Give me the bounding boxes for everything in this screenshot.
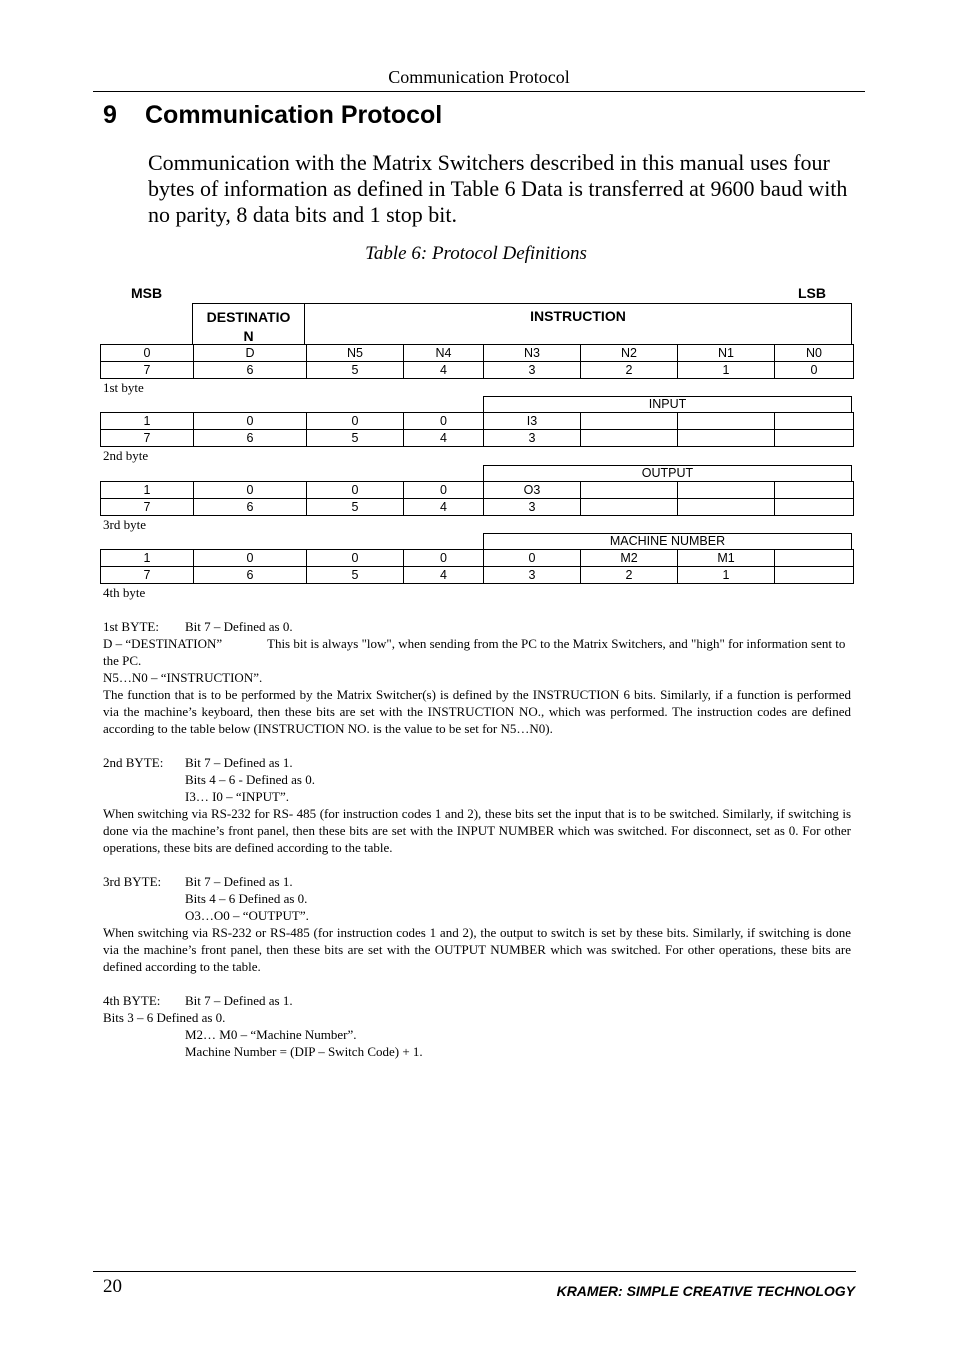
table-cell: [678, 413, 775, 430]
machine-number-term: M2… M0 – “Machine Number”.: [185, 1027, 357, 1042]
output-term: O3…O0 – “OUTPUT”.: [185, 908, 309, 923]
byte-4-definition: [103, 992, 851, 1009]
byte-4-heading: 4th BYTE:: [103, 993, 161, 1008]
table-cell: 7: [101, 362, 194, 379]
output-text: When switching via RS-232 or RS-485 (for instruction codes 1 and 2), the output to switch is set by these bits. Similarly, if switching is done via the machine’s front panel, then these bits are set with the OUTPUT NUMBER which was switched. For other operations, these bits are defined according to the table.: [103, 925, 851, 974]
byte-1-definition: [103, 618, 851, 635]
table-cell: 4: [404, 430, 484, 447]
byte-2-bit7: Bit 7 – Defined as 1.: [185, 755, 293, 770]
table-cell: [775, 550, 854, 567]
table-cell: 1: [678, 567, 775, 584]
table-row: [101, 482, 854, 499]
table-row: [101, 413, 854, 430]
footer-rule: [93, 1271, 856, 1272]
destination-text: This bit is always "low", when sending from the PC to the Matrix Switchers, and "high" for information sent to the PC.: [103, 636, 846, 668]
machine-number-group-label: MACHINE NUMBER: [483, 533, 852, 549]
table-cell: 1: [678, 362, 775, 379]
table-cell: 6: [194, 362, 307, 379]
table-cell: 5: [307, 499, 404, 516]
byte-1-table: [100, 344, 854, 379]
table-cell: N0: [775, 345, 854, 362]
table-cell: 1: [101, 413, 194, 430]
lsb-label: LSB: [798, 285, 826, 301]
table-cell: 0: [194, 550, 307, 567]
table-cell: M1: [678, 550, 775, 567]
table-cell: 4: [404, 362, 484, 379]
byte-notes: [103, 618, 851, 1060]
table-cell: 3: [484, 430, 581, 447]
byte-3-definition: [103, 873, 851, 890]
chapter-heading: [103, 101, 442, 130]
input-group-label: INPUT: [483, 396, 852, 412]
table-cell: 0: [101, 345, 194, 362]
table-cell: [678, 482, 775, 499]
table-cell: 5: [307, 362, 404, 379]
table-cell: 7: [101, 567, 194, 584]
byte-3-bits: Bits 4 – 6 Defined as 0.: [185, 891, 308, 906]
table-cell: [678, 430, 775, 447]
table-row: [101, 362, 854, 379]
table-cell: 0: [307, 413, 404, 430]
table-cell: 7: [101, 499, 194, 516]
output-group-label: OUTPUT: [483, 465, 852, 481]
table-cell: 5: [307, 430, 404, 447]
table-cell: 1: [101, 482, 194, 499]
input-text: When switching via RS-232 for RS- 485 (for instruction codes 1 and 2), these bits set the input that is to be switched. Similarly, if switching is done via the machine’s front panel, then these bits are set with the INPUT NUMBER which was switched. For disconnect, set as 0. For other operations, these bits are defined according to the table.: [103, 806, 851, 855]
byte-4-bit7: Bit 7 – Defined as 1.: [185, 993, 293, 1008]
destination-term: D – “DESTINATION”: [103, 636, 223, 651]
table-cell: [775, 567, 854, 584]
byte-2-label: 2nd byte: [103, 448, 149, 463]
table-cell: [775, 499, 854, 516]
table-cell: 0: [775, 362, 854, 379]
byte-3-label: 3rd byte: [103, 517, 146, 532]
table-cell: [775, 430, 854, 447]
table-cell: 0: [307, 550, 404, 567]
byte-1-bit7: Bit 7 – Defined as 0.: [185, 619, 293, 634]
byte-2-bits: Bits 4 – 6 - Defined as 0.: [185, 772, 315, 787]
instruction-text: The function that is to be performed by the Matrix Switcher(s) is defined by the INSTRUCTION 6 bits. Similarly, if a function is performed via the machine’s keyboard, then these bits are set with the INSTRUCTION NO., which was performed. The instruction codes are defined according to the table below (INSTRUCTION NO. is the value to be set for N5…N0).: [103, 687, 851, 736]
table-row: [101, 550, 854, 567]
table-caption: Table 6: Protocol Definitions: [365, 243, 587, 264]
instruction-header: INSTRUCTION: [305, 303, 852, 344]
byte-2-table: [100, 412, 854, 447]
chapter-title: Communication Protocol: [145, 101, 443, 129]
byte-3-heading: 3rd BYTE:: [103, 874, 162, 889]
table-cell: [581, 499, 678, 516]
instruction-term: N5…N0 – “INSTRUCTION”.: [103, 670, 263, 685]
table-cell: N2: [581, 345, 678, 362]
table-cell: [581, 482, 678, 499]
table-cell: 6: [194, 567, 307, 584]
table-cell: 0: [404, 413, 484, 430]
byte-1-label: 1st byte: [103, 380, 144, 395]
table-row: [101, 499, 854, 516]
byte-2-definition: [103, 754, 851, 771]
table-cell: 5: [307, 567, 404, 584]
msb-label: MSB: [131, 285, 163, 301]
table-cell: 3: [484, 567, 581, 584]
input-term: I3… I0 – “INPUT”.: [185, 789, 289, 804]
table-cell: [678, 499, 775, 516]
byte-2-heading: 2nd BYTE:: [103, 755, 164, 770]
table-cell: [775, 482, 854, 499]
byte-4-table: [100, 549, 854, 584]
table-cell: 0: [484, 550, 581, 567]
byte-1-heading: 1st BYTE:: [103, 619, 159, 634]
intro-paragraph: Communication with the Matrix Switchers described in this manual uses four bytes of information as defined in Table 6 Data is transferred at 9600 baud with no parity, 8 data bits and 1 stop bit.: [148, 150, 848, 227]
table-row: [101, 430, 854, 447]
page-number: 20: [103, 1276, 122, 1297]
table-cell: M2: [581, 550, 678, 567]
table-cell: [775, 413, 854, 430]
table-cell: I3: [484, 413, 581, 430]
table-cell: 0: [404, 550, 484, 567]
table-cell: [581, 413, 678, 430]
table-cell: N3: [484, 345, 581, 362]
table-cell: 6: [194, 499, 307, 516]
destination-definition: [103, 635, 851, 669]
chapter-number: 9: [103, 101, 117, 129]
table-cell: 2: [581, 567, 678, 584]
table-cell: 0: [404, 482, 484, 499]
table-cell: 1: [101, 550, 194, 567]
table-cell: O3: [484, 482, 581, 499]
table-cell: N5: [307, 345, 404, 362]
table-cell: [581, 430, 678, 447]
table-cell: 0: [194, 413, 307, 430]
destination-header: DESTINATIO N: [192, 303, 305, 344]
table-cell: N4: [404, 345, 484, 362]
footer-brand: KRAMER: SIMPLE CREATIVE TECHNOLOGY: [556, 1283, 855, 1299]
table-row: [101, 567, 854, 584]
byte-3-table: [100, 481, 854, 516]
table-cell: 7: [101, 430, 194, 447]
byte-3-bit7: Bit 7 – Defined as 1.: [185, 874, 293, 889]
table-cell: 0: [194, 482, 307, 499]
table-cell: 0: [307, 482, 404, 499]
byte-4-bits: Bits 3 – 6 Defined as 0.: [103, 1010, 226, 1025]
table-cell: 2: [581, 362, 678, 379]
machine-number-formula: Machine Number = (DIP – Switch Code) + 1.: [185, 1044, 423, 1059]
table-row: [101, 345, 854, 362]
running-header: Communication Protocol: [93, 66, 865, 92]
table-cell: 4: [404, 499, 484, 516]
table-cell: 3: [484, 362, 581, 379]
table-cell: 6: [194, 430, 307, 447]
table-cell: 4: [404, 567, 484, 584]
byte-4-label: 4th byte: [103, 585, 146, 600]
table-cell: N1: [678, 345, 775, 362]
table-cell: 3: [484, 499, 581, 516]
table-cell: D: [194, 345, 307, 362]
